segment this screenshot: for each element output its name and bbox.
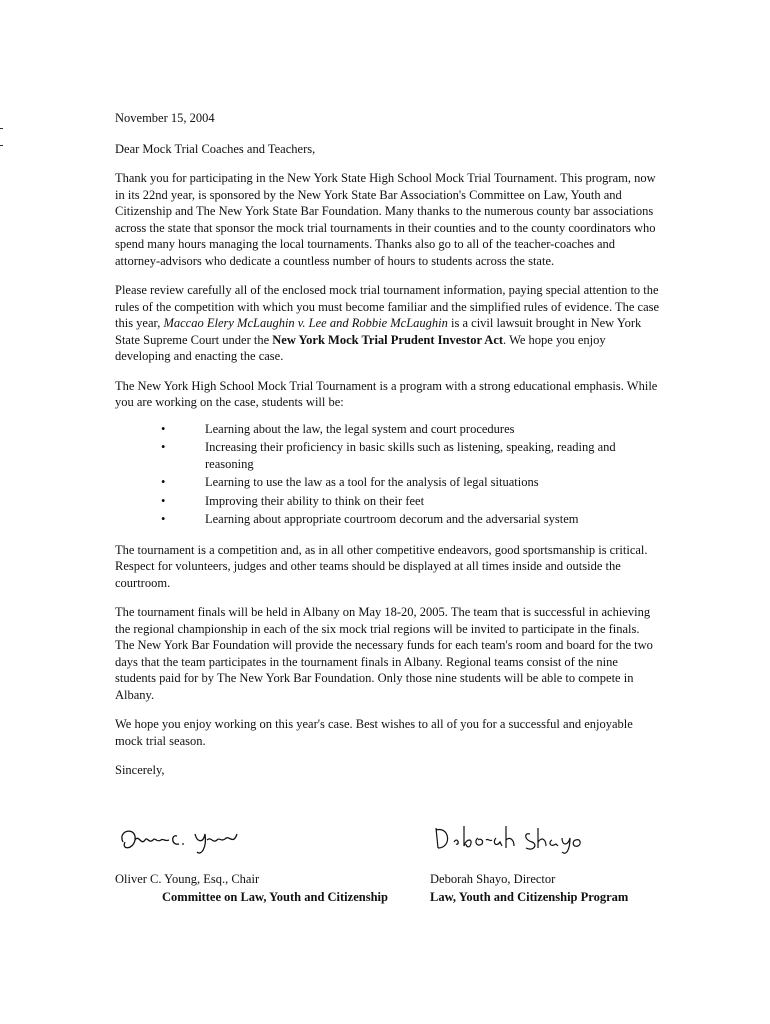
signer-org-committee: Committee on Law, Youth and Citizenship [162, 890, 388, 904]
list-item-text: Learning about appropriate courtroom decorum and the adversarial system [205, 512, 579, 526]
letter-date: November 15, 2004 [115, 111, 215, 125]
case-title: Maccao Elery McLaughin v. Lee and Robbie McLaughin [163, 316, 448, 330]
paragraph-review-text: . We hope you enjoy developing and enacting the case. [115, 332, 606, 363]
bullet-glyph: • [161, 512, 166, 526]
act-title: New York Mock Trial Prudent Investor Act [272, 332, 504, 347]
bullet-list [115, 421, 660, 528]
signer-org-program: Law, Youth and Citizenship Program [430, 890, 629, 904]
list-item-text: Learning about the law, the legal system and court procedures [205, 421, 515, 436]
paragraph-finals: The tournament finals will be held in Albany on May 18-20, 2005. The team that is successful in achieving the regional championship in each of the six mock trial regions will be invited to participate in the finals. The New York Bar Foundation will provide the necessary funds for each team's room and board for the two days that the team participates in the tournament finals in Albany. Regional teams consist of the nine students paid for by The New York Bar Foundation. Only those nine students will be able to compete in Albany. [115, 605, 653, 702]
signature-block [115, 820, 675, 930]
paragraph-review-text: is a civil lawsuit brought in New York State Supreme Court under the [115, 316, 642, 347]
signature-oliver-young [115, 820, 265, 860]
scan-edge-mark [0, 128, 3, 129]
paragraph-closing-wishes: We hope you enjoy working on this year's case. Best wishes to all of you for a successful and enjoyable mock trial season. [115, 717, 633, 748]
bullet-glyph: • [161, 475, 166, 489]
paragraph-review [115, 282, 660, 365]
bullet-glyph: • [161, 493, 166, 508]
list-item [115, 439, 660, 472]
list-item-text: Learning to use the law as a tool for the analysis of legal situations [205, 475, 539, 489]
list-item [115, 511, 660, 528]
paragraph-program: The New York High School Mock Trial Tournament is a program with a strong educational emphasis. While you are working on the case, students will be: [115, 378, 658, 409]
paragraph-intro: Thank you for participating in the New York State High School Mock Trial Tournament. This program, now in its 22nd year, is sponsored by the New York State Bar Association's Committee on Law, Youth and Citizenship and The New York State Bar Foundation. Many thanks to the numerous county bar associations across the state that sponsor the mock trial tournaments in their counties and to the county coordinators who spend many hours managing the local tournaments. Thanks also go to all of the teacher-coaches and attorney-advisors who dedicate a countless number of hours to students across the state. [115, 171, 656, 268]
bullet-glyph: • [161, 421, 166, 436]
bullet-glyph: • [161, 440, 166, 454]
signer-name-oliver-young: Oliver C. Young, Esq., Chair [115, 872, 260, 886]
list-item-text: Improving their ability to think on their feet [205, 493, 425, 508]
salutation: Dear Mock Trial Coaches and Teachers, [115, 141, 316, 156]
paragraph-sportsmanship: The tournament is a competition and, as in all other competitive endeavors, good sportsmanship is critical. Respect for volunteers, judges and other teams should be displayed at all times inside and outside the courtroom. [115, 542, 648, 590]
signer-name-deborah-shayo: Deborah Shayo, Director [430, 872, 556, 886]
list-item [115, 474, 660, 491]
letter-body [115, 110, 660, 779]
paragraph-review-text: Please review carefully all of the enclosed mock trial tournament information, paying special attention to the rules of the competition with which you must become familiar and the simplified rules of evidence. The case this year, [115, 283, 660, 330]
list-item [115, 493, 660, 510]
list-item [115, 421, 660, 438]
closing: Sincerely, [115, 763, 165, 777]
signature-deborah-shayo [430, 820, 600, 860]
scan-edge-mark [0, 145, 3, 146]
list-item-text: Increasing their proficiency in basic skills such as listening, speaking, reading and reasoning [205, 440, 616, 471]
